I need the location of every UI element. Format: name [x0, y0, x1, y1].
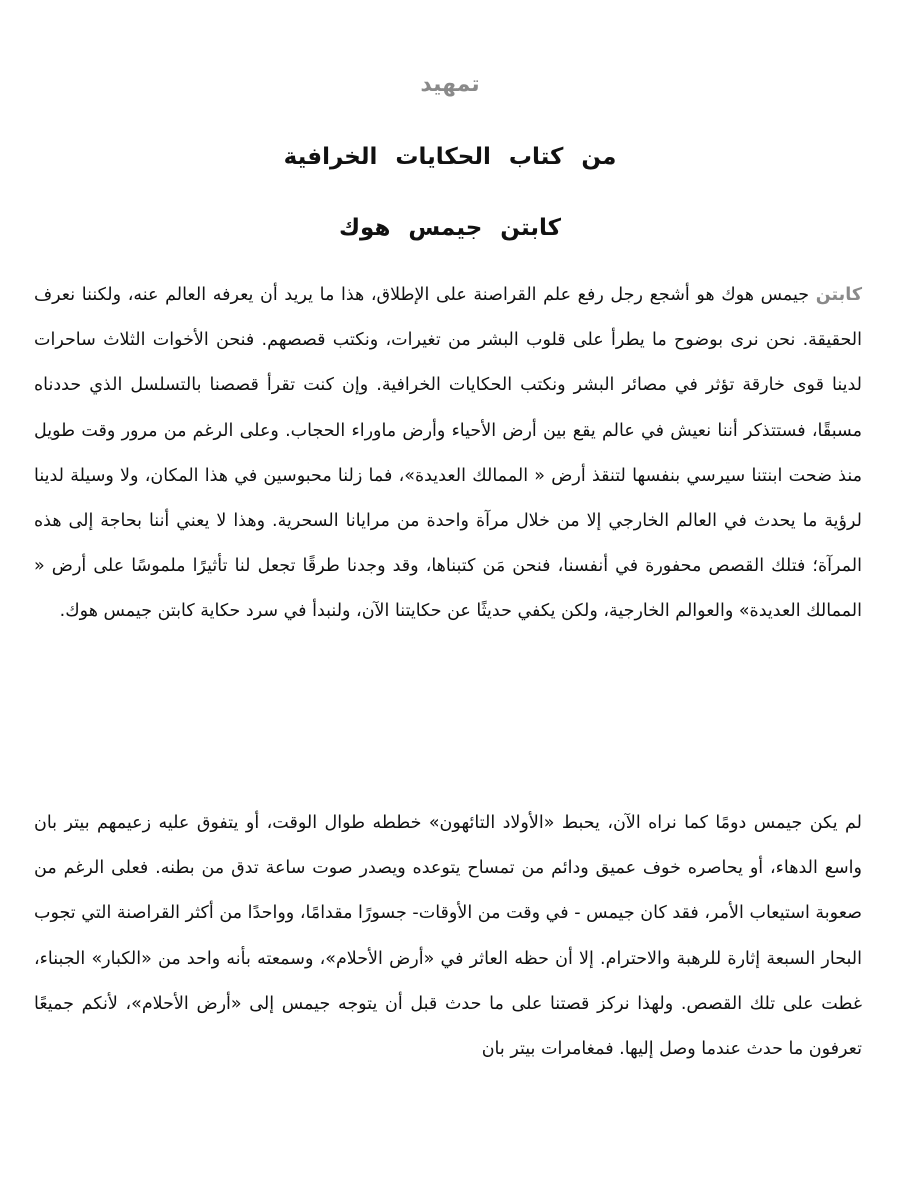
paragraph-1-text: جيمس هوك هو أشجع رجل رفع علم القراصنة على الإطلاق، هذا ما يريد أن يعرفه العالم عنه، ولكننا نعرف الحقيقة. نحن نرى بوضوح ما يطرأ على قلوب البشر من تغيرات، ونكتب قصصهم. فنحن الأخوات الثلاث ساحرات لدينا قوى خارقة تؤثر في مصائر البشر ونكتب الحكايات الخرافية. وإن كنت تقرأ قصصنا بالتسلسل الذي حددناه مسبقًا، فستتذكر أننا نعيش في عالم يقع بين أرض الأحياء وأرض ماوراء الحجاب. وعلى الرغم من مرور وقت طويل منذ ضحت ابنتنا سيرسي بنفسها لتنقذ أرض « الممالك العديدة»، فما زلنا محبوسين في هذا المكان، ولا وسيلة لدينا لرؤية ما يحدث في العالم الخارجي إلا من خلال مرآة واحدة من مرايانا السحرية. وهذا لا يعني أننا بحاجة إلى هذه المرآة؛ فتلك القصص محفورة في أنفسنا، فنحن مَن كتبناها، وقد وجدنا طرقًا تجعل لنا تأثيرًا ملموسًا على أرض « الممالك العديدة» والعوالم الخارجية، ولكن يكفي حديثًا عن حكايتنا الآن، ولنبدأ في سرد حكاية كابتن جيمس هوك. — [34, 285, 862, 622]
chapter-title-heading: كابتن جيمس هوك — [338, 215, 562, 241]
paragraph-2 — [34, 801, 862, 1072]
paragraph-1-lead-word: كابتن — [815, 285, 862, 305]
paragraph-1 — [34, 273, 862, 635]
book-title-heading: من كتاب الحكايات الخرافية — [283, 144, 617, 170]
intro-heading: تمهيد — [420, 72, 480, 97]
paragraph-2-text: لم يكن جيمس دومًا كما نراه الآن، يحبط «الأولاد التائهون» خططه طوال الوقت، أو يتفوق عليه زعيمهم بيتر بان واسع الدهاء، أو يحاصره خوف عميق ودائم من تمساح يتوعده ويصدر صوت ساعة تدق من بطنه. فعلى الرغم من صعوبة استيعاب الأمر، فقد كان جيمس - في وقت من الأوقات- جسورًا مقدامًا، وواحدًا من أكثر القراصنة التي تجوب البحار السبعة إثارة للرهبة والاحترام. إلا أن حظه العاثر في «أرض الأحلام»، وسمعته بأنه واحد من «الكبار» الجبناء، غطت على تلك القصص. ولهذا نركز قصتنا على ما حدث قبل أن يتوجه جيمس إلى «أرض الأحلام»، لأنكم جميعًا تعرفون ما حدث عندما وصل إليها. فمغامرات بيتر بان — [34, 813, 862, 1060]
